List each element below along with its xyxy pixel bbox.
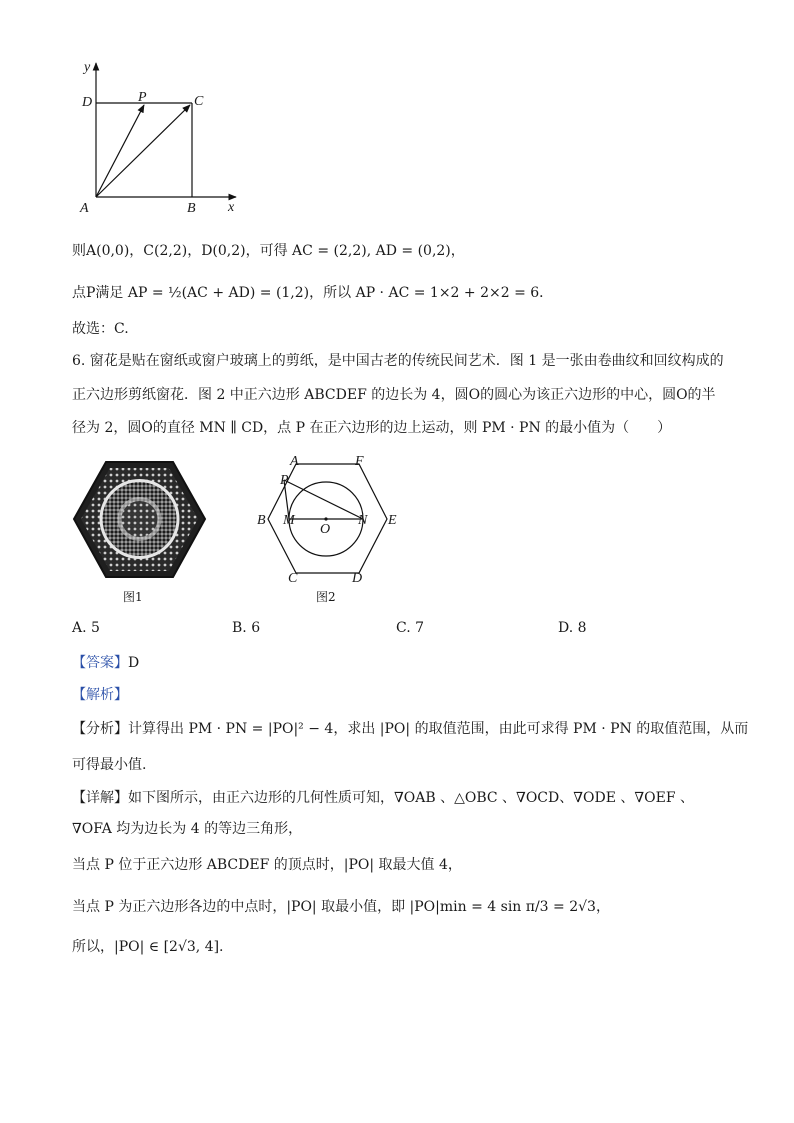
answer-value: D <box>128 655 140 671</box>
fenxi-text-1: 计算得出 PM · PN = |PO|² − 4，求出 |PO| 的取值范围，由此可求得 PM · PN 的取值范围，从而 <box>128 721 749 737</box>
xiangjie-line-5: 所以，|PO| ∈ [2√3, 4]. <box>72 939 224 955</box>
label-point-p: P <box>138 90 147 105</box>
question-line-3: 径为 2，圆O的直径 MN ∥ CD，点 P 在正六边形的边上运动，则 PM · PN 的最小值为（ ） <box>72 420 672 436</box>
xiangjie-tag: 【详解】 <box>72 790 128 806</box>
label-point-c: C <box>194 94 204 109</box>
coordinate-figure <box>70 55 250 220</box>
vector-ac <box>96 105 190 197</box>
caption-figure-2: 图2 <box>316 590 336 604</box>
option-b: B. 6 <box>232 620 261 636</box>
answer-tag: 【答案】 <box>72 655 128 671</box>
question-line-2: 正六边形剪纸窗花．图 2 中正六边形 ABCDEF 的边长为 4，圆O的圆心为该正六边形的中心，圆O的半 <box>72 387 716 403</box>
xiangjie-line-2: ∇OFA 均为边长为 4 的等边三角形， <box>72 821 303 837</box>
solution-line-3: 故选：C. <box>72 321 129 337</box>
caption-figure-1: 图1 <box>123 590 143 604</box>
label-hex-n: N <box>358 513 368 528</box>
label-hex-f: F <box>355 454 364 469</box>
center-dot <box>324 517 327 520</box>
fenxi-line-1 <box>72 718 748 738</box>
option-a: A. 5 <box>72 620 100 636</box>
xiangjie-line-4: 当点 P 为正六边形各边的中点时，|PO| 取最小值，即 |PO|min = 4 sin π/3 = 2√3， <box>72 899 610 915</box>
label-hex-d: D <box>352 571 363 586</box>
label-point-b: B <box>187 201 196 216</box>
label-axis-y: y <box>84 60 91 75</box>
segment-pn <box>284 480 363 519</box>
xiangjie-text-1: 如下图所示，由正六边形的几何性质可知，∇OAB 、△OBC 、∇OCD、∇ODE 、∇OEF 、 <box>128 790 695 806</box>
label-hex-a: A <box>290 454 299 469</box>
label-point-d: D <box>82 95 93 110</box>
label-hex-m: M <box>283 513 295 528</box>
label-hex-e: E <box>388 513 397 528</box>
xiangjie-line-1 <box>72 787 694 807</box>
solution-line-2: 点P满足 AP = ½(AC + AD) = (1,2)，所以 AP · AC = 1×2 + 2×2 = 6． <box>72 285 554 301</box>
fenxi-tag: 【分析】 <box>72 721 128 737</box>
label-axis-x: x <box>228 200 235 215</box>
analysis-tag: 【解析】 <box>72 687 128 703</box>
paper-cut-figure <box>72 460 207 580</box>
label-hex-o: O <box>320 522 331 537</box>
option-d: D. 8 <box>558 620 587 636</box>
solution-line-1: 则A(0,0)，C(2,2)，D(0,2)，可得 AC = (2,2), AD = (0,2)， <box>72 243 465 259</box>
label-hex-p: P <box>280 473 289 488</box>
option-c: C. 7 <box>396 620 425 636</box>
question-line-1: 6. 窗花是贴在窗纸或窗户玻璃上的剪纸，是中国古老的传统民间艺术．图 1 是一张由卷曲纹和回纹构成的 <box>72 353 724 369</box>
label-hex-b: B <box>257 513 266 528</box>
label-hex-c: C <box>288 571 298 586</box>
xiangjie-line-3: 当点 P 位于正六边形 ABCDEF 的顶点时，|PO| 取最大值 4， <box>72 857 462 873</box>
vector-ap <box>96 105 144 197</box>
label-point-a: A <box>80 201 89 216</box>
fenxi-line-2: 可得最小值. <box>72 757 147 773</box>
answer-line <box>72 652 139 672</box>
